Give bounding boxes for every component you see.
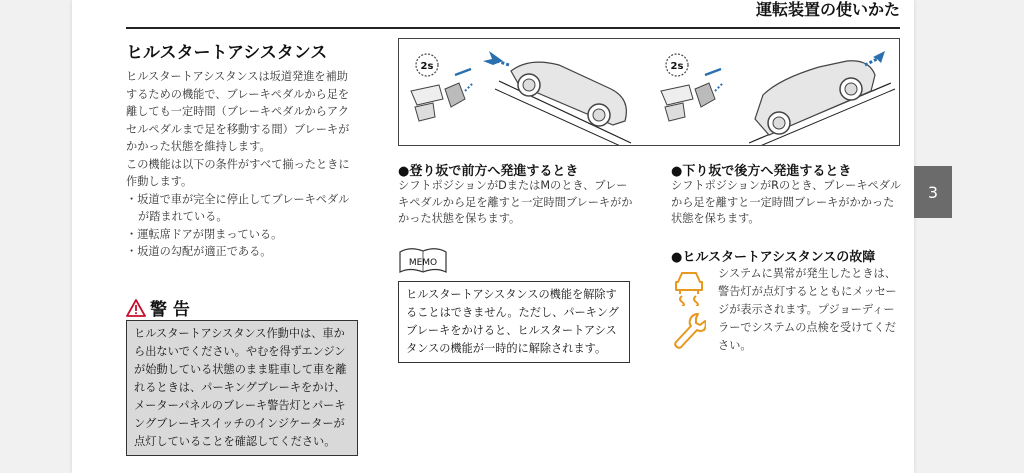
hill-start-illustration bbox=[398, 38, 900, 146]
downhill-text: シフトポジションがRのとき、ブレーキペダルから足を離すと一定時間ブレーキがかかった状態を保ちます。 bbox=[671, 179, 902, 225]
timer-label: 2s bbox=[420, 61, 434, 72]
skid-warning-icon bbox=[672, 268, 706, 306]
uphill-text: シフトポジションがDまたはMのとき、ブレーキペダルから足を離すと一定時間ブレーキがかかった状態を保ちます。 bbox=[398, 179, 633, 225]
conditions-intro: この機能は以下の条件がすべて揃ったときに作動します。 bbox=[126, 157, 350, 188]
uphill-heading: ●登り坂で前方へ発進するとき bbox=[398, 164, 579, 179]
manual-page bbox=[72, 0, 914, 473]
warning-triangle-icon bbox=[126, 299, 146, 317]
timer-label: 2s bbox=[670, 61, 684, 72]
pedal-icon bbox=[411, 69, 473, 121]
fault-text: システムに異常が発生したときは、警告灯が点灯するとともにメッセージが表示されます。プジョーディーラーでシステムの点検を受けてください。 bbox=[718, 267, 897, 352]
fault-heading: ●ヒルスタートアシスタンスの故障 bbox=[671, 250, 876, 265]
header-rule bbox=[126, 27, 900, 29]
condition-item: ・ 坂道で車が完全に停止してブレーキペダルが踏まれている。 bbox=[126, 191, 358, 226]
warning-box: ヒルスタートアシスタンス作動中は、車から出ないでください。やむを得ずエンジンが始動している状態のまま駐車して車を離れるときは、パーキングブレーキをかけ、メーターパネルのブレーキ警告灯とパーキングブレーキスイッチのインジケーターが点灯していることを確認してください。 bbox=[126, 320, 358, 456]
intro-paragraph: ヒルスタートアシスタンスは坂道発進を補助するための機能で、ブレーキペダルから足を離しても一定時間（ブレーキペダルからアクセルペダルまで足を移動する間）ブレーキがかかった状態を維持します。 bbox=[126, 70, 350, 153]
warning-title: 警 告 bbox=[150, 300, 190, 320]
section-title: ヒルスタートアシスタンス bbox=[126, 43, 328, 63]
uphill-scene bbox=[411, 51, 631, 145]
downhill-scene bbox=[661, 51, 895, 145]
page-header-title: 運転装置の使いかた bbox=[755, 0, 900, 19]
memo-icon bbox=[398, 246, 448, 278]
warning-heading bbox=[126, 295, 190, 320]
downhill-heading: ●下り坂で後方へ発進するとき bbox=[671, 164, 852, 179]
memo-box: ヒルスタートアシスタンスの機能を解除することはできません。ただし、パーキングブレーキをかけると、ヒルスタートアシスタンスの機能が一時的に解除されます。 bbox=[398, 281, 630, 363]
condition-item: ・ 運転席ドアが閉まっている。 bbox=[126, 226, 358, 244]
chapter-tab[interactable]: 3 bbox=[914, 166, 952, 218]
conditions-list bbox=[126, 191, 358, 261]
wrench-icon bbox=[672, 312, 706, 350]
forward-arrow-icon bbox=[483, 51, 503, 65]
condition-item: ・ 坂道の勾配が適正である。 bbox=[126, 243, 358, 261]
pedal-icon bbox=[661, 69, 723, 121]
section-body bbox=[126, 68, 358, 261]
memo-label: MEMO bbox=[408, 258, 438, 268]
fault-icons bbox=[672, 268, 706, 350]
